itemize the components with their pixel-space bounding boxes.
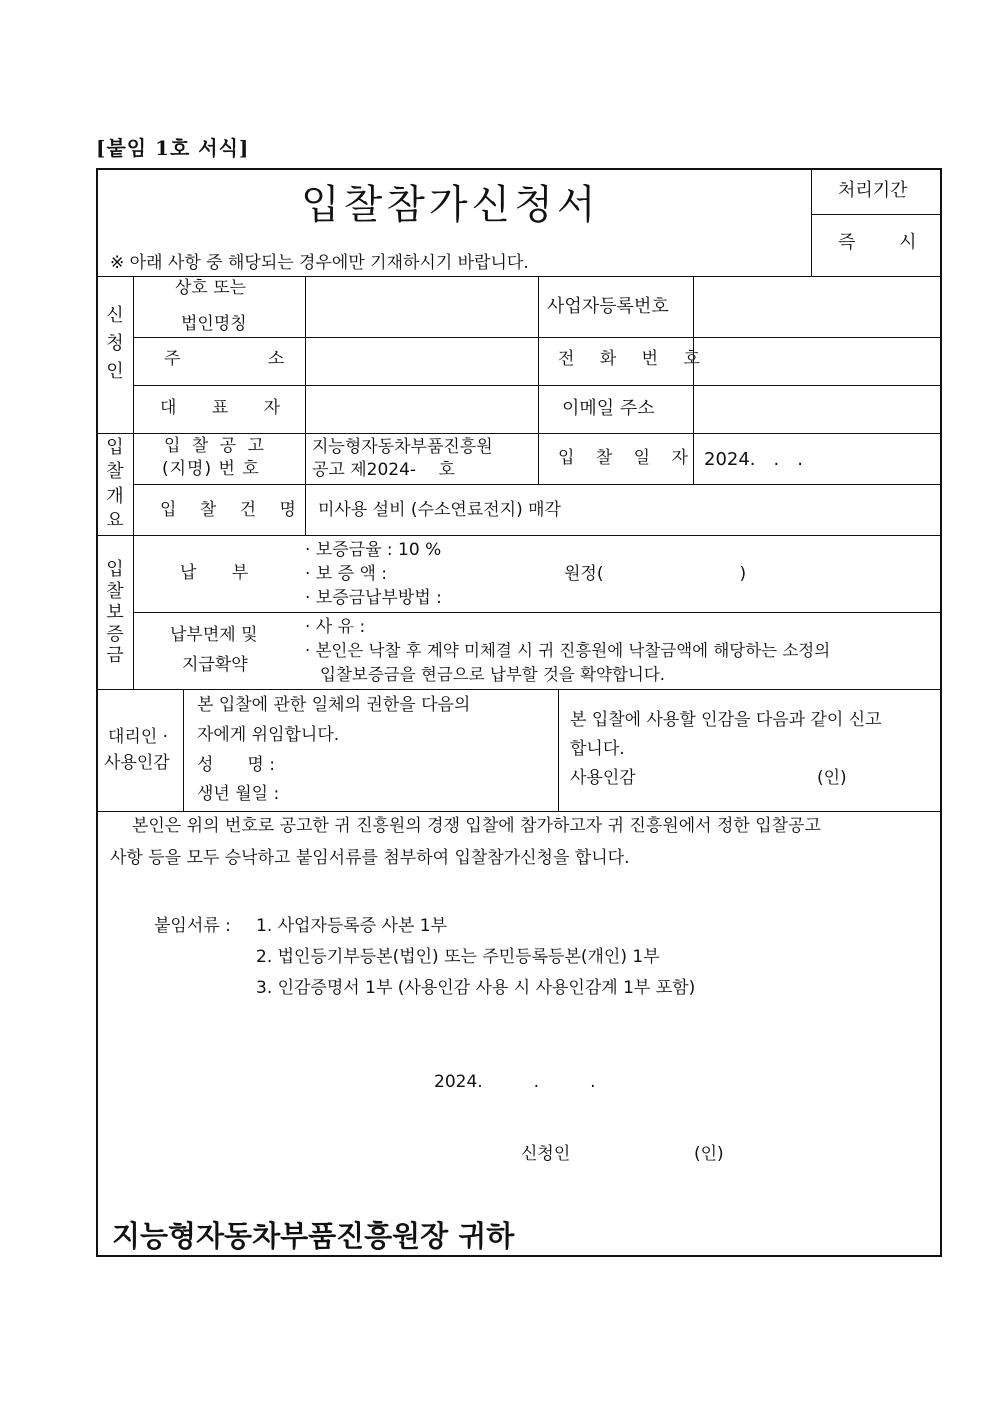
seal-declaration: 본 입찰에 사용할 인감을 다음과 같이 신고 [570, 710, 882, 730]
divider [133, 337, 940, 338]
notice-number-value: 공고 제2024- 호 [312, 460, 455, 480]
exemption-pledge: 입찰보증금을 현금으로 납부할 것을 확약합니다. [320, 665, 666, 684]
notice-number-label: 입 찰 공 고 [164, 436, 267, 456]
phone-field[interactable] [695, 339, 938, 383]
deposit-section-label: 입 찰 보 증 금 [106, 559, 124, 667]
form-title: 입찰참가신청서 [301, 182, 600, 228]
divider [558, 689, 559, 811]
divider [133, 484, 940, 485]
applicant-section-label: 신 청 인 [106, 305, 124, 382]
application-date: 2024. . . [434, 1072, 596, 1092]
deposit-amount: · 보 증 액 : [305, 564, 388, 584]
business-number-field[interactable] [695, 278, 938, 335]
agent-label: 대리인 · [108, 727, 169, 747]
company-name-label: 법인명칭 [181, 314, 247, 334]
address-label: 주 소 [164, 349, 285, 369]
seal-declaration: 합니다. [570, 739, 625, 759]
email-field[interactable] [695, 387, 938, 431]
exemption-pledge: · 본인은 낙찰 후 계약 미체결 시 귀 진흥원에 낙찰금액에 해당하는 소정의 [305, 641, 831, 660]
applicant-signature-label: 신청인 [521, 1144, 571, 1164]
attachment-item: 2. 법인등기부등본(법인) 또는 주민등록등본(개인) 1부 [256, 947, 660, 967]
attachments-label: 붙임서류 : [154, 916, 231, 936]
delegation-text: 자에게 위임합니다. [197, 725, 340, 745]
application-statement: 사항 등을 모두 승낙하고 붙임서류를 첨부하여 입찰참가신청을 합니다. [110, 848, 630, 868]
company-name-field[interactable] [307, 278, 536, 335]
email-label: 이메일 주소 [562, 398, 655, 419]
business-number-label: 사업자등록번호 [547, 296, 669, 317]
applicant-seal-mark[interactable]: (인) [694, 1144, 724, 1164]
attachment-label: [붙임 1호 서식] [96, 136, 250, 160]
recipient: 지능형자동차부품진흥원장 귀하 [112, 1219, 515, 1253]
overview-section-label: 입 찰 개 요 [106, 437, 124, 532]
divider [98, 276, 940, 277]
exemption-label: 지급확약 [182, 655, 248, 675]
agent-name-field[interactable]: 성 명 : [197, 755, 275, 775]
divider [98, 811, 940, 812]
bid-name-label: 입 찰 건 명 [160, 500, 299, 520]
divider [305, 276, 306, 536]
attachment-item: 1. 사업자등록증 사본 1부 [256, 916, 448, 936]
bid-name-value: 미사용 설비 (수소연료전지) 매각 [318, 500, 561, 520]
exemption-label: 납부면제 및 [170, 625, 258, 645]
bid-application-form [96, 168, 942, 1257]
divider [538, 276, 539, 484]
representative-field[interactable] [307, 387, 536, 431]
exemption-reason: · 사 유 : [305, 617, 366, 637]
delegation-text: 본 입찰에 관한 일체의 권한을 다음의 [197, 695, 471, 715]
application-statement: 본인은 위의 번호로 공고한 귀 진흥원의 경쟁 입찰에 참가하고자 귀 진흥원에서 정한 입찰공고 [132, 816, 821, 836]
processing-period-value: 즉 시 [838, 232, 917, 253]
bid-date-value: 2024. . . [704, 449, 803, 470]
seal-mark[interactable]: (인) [817, 768, 847, 788]
deposit-rate: · 보증금율 : 10 % [305, 540, 442, 560]
divider [98, 689, 940, 690]
deposit-amount-won: 원정( ) [564, 564, 747, 584]
divider [693, 276, 694, 484]
divider [133, 612, 940, 613]
agent-label: 사용인감 [104, 753, 170, 773]
notice-number-label: (지명) 번 호 [162, 459, 260, 479]
notice-number-value: 지능형자동차부품진흥원 [312, 437, 493, 457]
processing-period-label: 처리기간 [838, 180, 908, 201]
address-field[interactable] [307, 339, 536, 383]
company-name-label: 상호 또는 [175, 278, 247, 298]
phone-label: 전 화 번 호 [558, 349, 706, 369]
representative-label: 대 표 자 [160, 398, 281, 418]
payment-label: 납 부 [180, 563, 249, 583]
divider [98, 433, 940, 434]
seal-label: 사용인감 [570, 768, 636, 788]
bid-date-label: 입 찰 일 자 [558, 448, 691, 468]
divider [183, 689, 184, 811]
fill-notice: ※ 아래 사항 중 해당되는 경우에만 기재하시기 바랍니다. [110, 253, 529, 273]
agent-birth-field[interactable]: 생년 월일 : [197, 784, 280, 804]
divider [811, 170, 812, 276]
divider [811, 214, 940, 215]
divider [98, 535, 940, 536]
attachment-item: 3. 인감증명서 1부 (사용인감 사용 시 사용인감계 1부 포함) [256, 978, 696, 998]
divider [133, 385, 940, 386]
deposit-method: · 보증금납부방법 : [305, 588, 442, 608]
